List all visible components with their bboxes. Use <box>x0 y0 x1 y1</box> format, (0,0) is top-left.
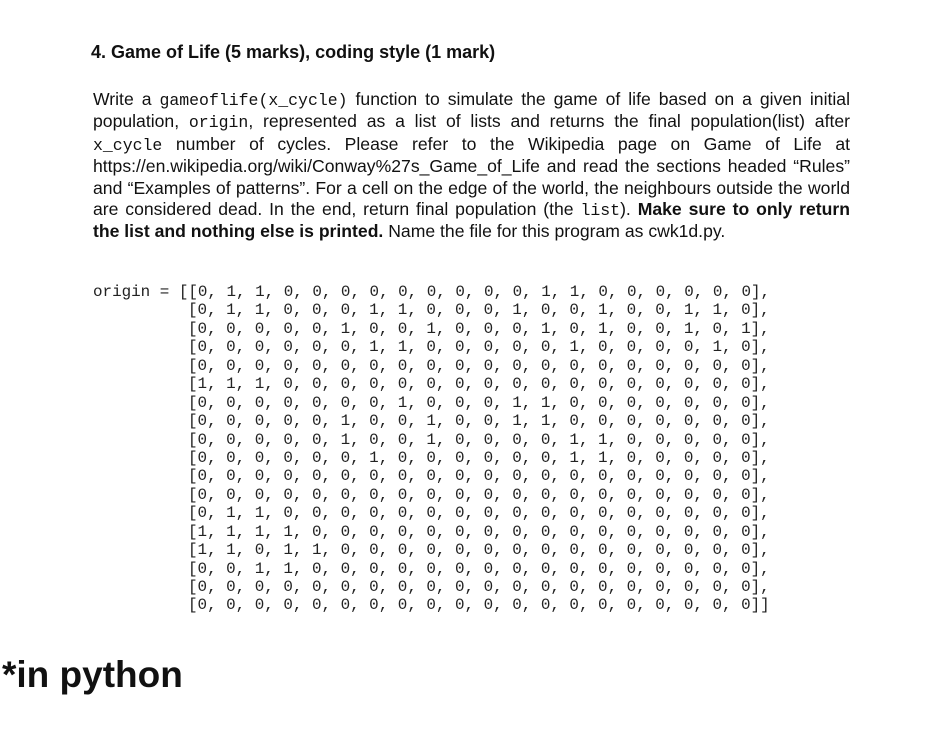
description-text: number of cycles. Please refer to the Wikipedia page on Game of Life at https://en.wikipedia.org/wiki/Conway%27s_Game_of_Life and read the sections headed “Rules” and “Examples of patterns”. For a cell on the edge of the world, the neighbours outside the world are considered dead. In the end, return final population (the <box>93 133 850 220</box>
list-keyword-code: list <box>580 201 621 221</box>
code-row <box>93 338 770 356</box>
code-row <box>93 394 770 412</box>
origin-assignment: origin = [ <box>93 283 189 301</box>
code-row-values: [0, 0, 0, 0, 0, 0, 0, 0, 0, 0, 0, 0, 0, 0, 0, 0, 0, 0, 0, 0], <box>188 485 770 504</box>
question-heading: 4. Game of Life (5 marks), coding style (1 mark) <box>91 42 496 62</box>
code-row-values: [0, 1, 1, 0, 0, 0, 1, 1, 0, 0, 0, 1, 0, 0, 1, 0, 0, 1, 1, 0], <box>188 301 770 320</box>
code-row <box>93 578 770 596</box>
code-row <box>93 560 770 578</box>
function-signature-code: gameoflife(x_cycle) <box>159 91 348 110</box>
code-row-values: [0, 0, 0, 0, 0, 0, 0, 1, 0, 0, 0, 1, 1, 0, 0, 0, 0, 0, 0, 0], <box>188 393 770 412</box>
description-text: ). <box>620 199 638 220</box>
code-row-values: [0, 0, 0, 0, 0, 0, 0, 0, 0, 0, 0, 0, 0, 0, 0, 0, 0, 0, 0, 0], <box>188 467 770 486</box>
code-row-values: [1, 1, 1, 1, 0, 0, 0, 0, 0, 0, 0, 0, 0, 0, 0, 0, 0, 0, 0, 0], <box>188 522 770 541</box>
origin-variable-code: origin <box>188 113 249 133</box>
bold-instruction: Make sure to only return the list and nothing else is printed. <box>93 199 850 242</box>
code-row <box>93 412 770 430</box>
code-row <box>93 486 770 504</box>
code-row <box>93 504 770 522</box>
code-row <box>93 523 770 541</box>
code-row <box>93 449 770 467</box>
code-row-values: [1, 1, 1, 0, 0, 0, 0, 0, 0, 0, 0, 0, 0, 0, 0, 0, 0, 0, 0, 0], <box>188 375 770 394</box>
description-text: , represented as a list of lists and returns the final population(list) after <box>248 111 850 132</box>
code-row <box>93 431 770 449</box>
code-row <box>93 541 770 559</box>
code-row-values: [0, 0, 0, 0, 0, 1, 0, 0, 1, 0, 0, 1, 1, 0, 0, 0, 0, 0, 0, 0], <box>188 412 770 431</box>
code-row-values: [0, 0, 0, 0, 0, 0, 0, 0, 0, 0, 0, 0, 0, 0, 0, 0, 0, 0, 0, 0], <box>188 356 770 375</box>
code-row-values: [0, 1, 1, 0, 0, 0, 0, 0, 0, 0, 0, 0, 1, 1, 0, 0, 0, 0, 0, 0], <box>188 283 771 301</box>
code-row <box>93 283 770 301</box>
x-cycle-code: x_cycle <box>93 135 163 155</box>
code-row-values: [0, 0, 0, 0, 0, 0, 1, 0, 0, 0, 0, 0, 0, 1, 1, 0, 0, 0, 0, 0], <box>188 448 770 467</box>
question-description <box>93 89 850 243</box>
code-row-values: [0, 0, 0, 0, 0, 0, 1, 1, 0, 0, 0, 0, 0, 1, 0, 0, 0, 0, 1, 0], <box>188 338 770 357</box>
code-row-values: [0, 0, 0, 0, 0, 1, 0, 0, 1, 0, 0, 0, 0, 1, 1, 0, 0, 0, 0, 0], <box>188 430 770 449</box>
code-row <box>93 357 770 375</box>
code-row <box>93 596 770 614</box>
code-row-values: [0, 0, 0, 0, 0, 1, 0, 0, 1, 0, 0, 0, 1, 0, 1, 0, 0, 1, 0, 1], <box>188 319 770 338</box>
code-row <box>93 375 770 393</box>
code-row-values: [1, 1, 0, 1, 1, 0, 0, 0, 0, 0, 0, 0, 0, 0, 0, 0, 0, 0, 0, 0], <box>188 541 770 560</box>
code-row-values: [0, 0, 0, 0, 0, 0, 0, 0, 0, 0, 0, 0, 0, 0, 0, 0, 0, 0, 0, 0]] <box>188 596 770 615</box>
code-row <box>93 320 770 338</box>
code-row <box>93 301 770 319</box>
description-text: Name the file for this program as cwk1d.py. <box>383 221 726 242</box>
code-row <box>93 467 770 485</box>
code-row-values: [0, 0, 0, 0, 0, 0, 0, 0, 0, 0, 0, 0, 0, 0, 0, 0, 0, 0, 0, 0], <box>188 578 770 596</box>
code-row-values: [0, 0, 1, 1, 0, 0, 0, 0, 0, 0, 0, 0, 0, 0, 0, 0, 0, 0, 0, 0], <box>188 559 770 578</box>
python-note: *in python <box>2 654 183 695</box>
description-text: Write a <box>93 89 160 109</box>
origin-code-block <box>93 283 770 615</box>
code-row-values: [0, 1, 1, 0, 0, 0, 0, 0, 0, 0, 0, 0, 0, 0, 0, 0, 0, 0, 0, 0], <box>188 504 770 523</box>
description-text: function to simulate the game of life based on a given initial population, <box>93 89 850 132</box>
